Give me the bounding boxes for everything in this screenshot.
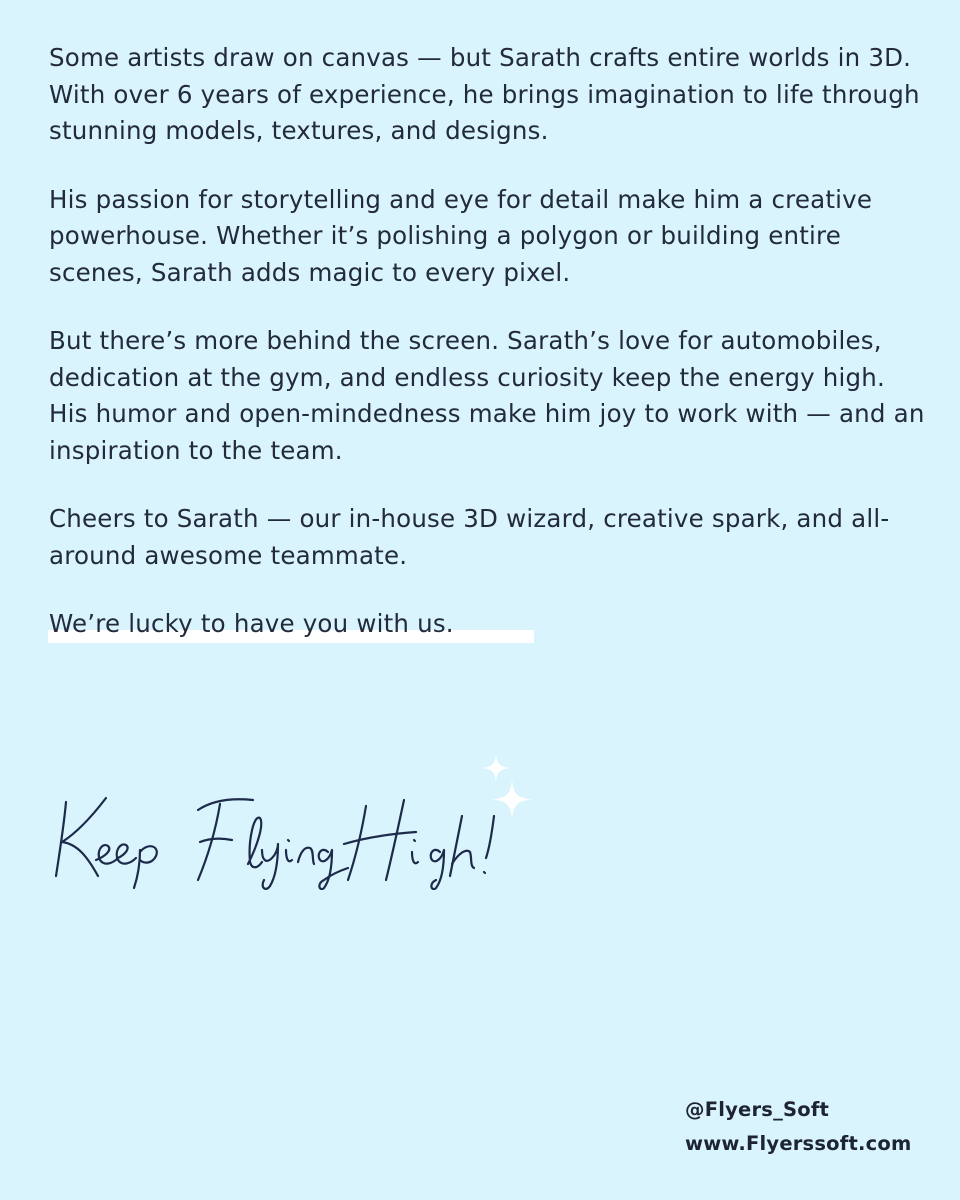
closing-paragraph — [49, 606, 929, 643]
closing-line: We’re lucky to have you with us. — [49, 609, 454, 638]
sparkle-icon — [476, 752, 536, 842]
paragraph-passion: His passion for storytelling and eye for detail make him a creative powerhouse. Whether it’s polishing a polygon or building entire scenes, Sarath adds magic to every pixel. — [49, 184, 873, 287]
message-body — [49, 40, 929, 675]
footer-contact — [685, 1093, 945, 1161]
paragraph-personal: But there’s more behind the screen. Sarath’s love for automobiles, dedication at the gym, and endless curiosity keep the energy high. His humor and open-mindedness make him joy to work with — and an inspiration to the team. — [49, 326, 925, 465]
paragraph-cheers: Cheers to Sarath — our in-house 3D wizard, creative spark, and all-around awesome teammate. — [49, 504, 890, 570]
paragraph-intro: Some artists draw on canvas — but Sarath crafts entire worlds in 3D. With over 6 years of experience, he brings imagination to life through stunning models, textures, and designs. — [49, 43, 920, 145]
signature-block — [48, 752, 548, 902]
closing-highlight — [49, 606, 454, 643]
website-link[interactable]: www.Flyerssoft.com — [685, 1132, 912, 1155]
social-handle[interactable]: @Flyers_Soft — [685, 1098, 830, 1121]
signature-keep-flying-high — [48, 780, 528, 890]
